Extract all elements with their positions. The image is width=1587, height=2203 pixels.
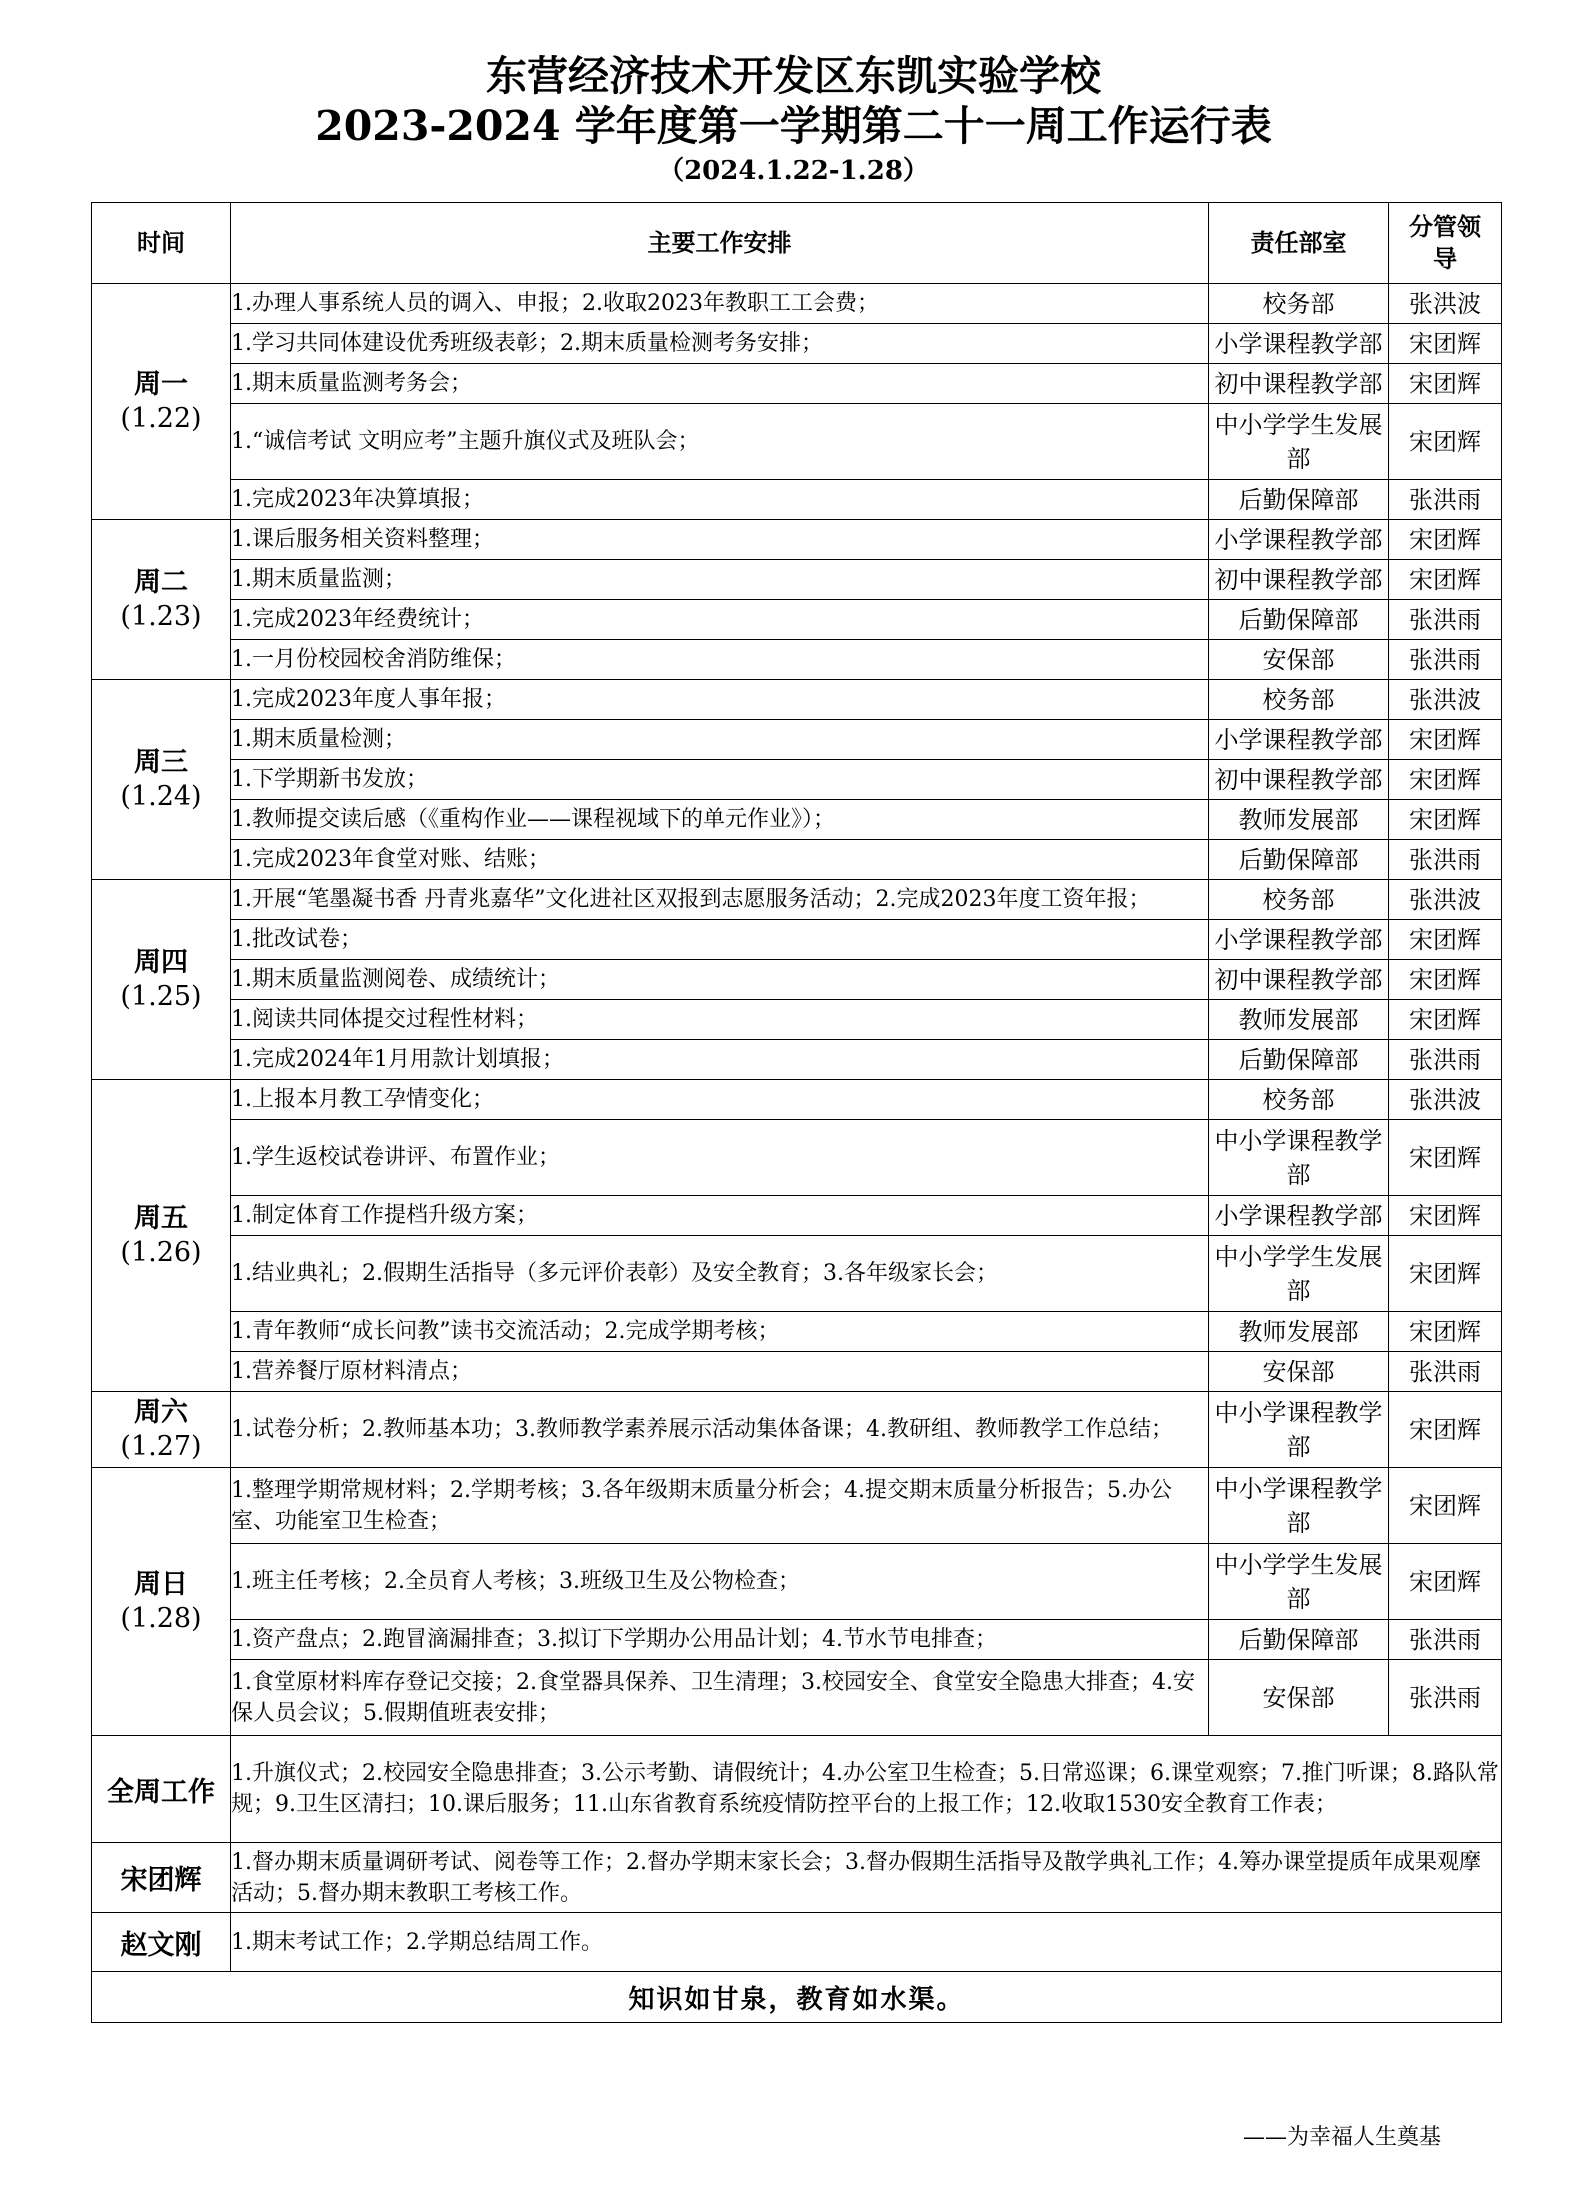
- leader-row: [92, 1843, 1502, 1913]
- leader-cell: 张洪雨: [1389, 1352, 1502, 1392]
- leader-name: 宋团辉: [92, 1843, 231, 1913]
- schedule-row: [92, 1392, 1502, 1468]
- department-cell: 教师发展部: [1209, 800, 1389, 840]
- schedule-row: [92, 880, 1502, 920]
- header-row: [92, 203, 1502, 284]
- department-cell: 后勤保障部: [1209, 600, 1389, 640]
- task-cell: 1.学生返校试卷讲评、布置作业；: [231, 1120, 1209, 1196]
- schedule-row: [92, 960, 1502, 1000]
- schedule-title: 2023-2024 学年度第一学期第二十一周工作运行表: [315, 102, 1272, 150]
- task-cell: 1.完成2023年决算填报；: [231, 480, 1209, 520]
- signature-slogan: ——为幸福人生奠基: [1242, 2125, 1441, 2150]
- leader-cell: 宋团辉: [1389, 364, 1502, 404]
- department-cell: 中小学学生发展部: [1209, 404, 1389, 480]
- day-label: 周日: [134, 1568, 188, 1600]
- schedule-row: [92, 520, 1502, 560]
- leader-cell: 宋团辉: [1389, 520, 1502, 560]
- department-cell: 小学课程教学部: [1209, 520, 1389, 560]
- task-cell: 1.期末质量检测；: [231, 720, 1209, 760]
- task-cell: 1.阅读共同体提交过程性材料；: [231, 1000, 1209, 1040]
- department-cell: 中小学课程教学部: [1209, 1392, 1389, 1468]
- task-cell: 1.下学期新书发放；: [231, 760, 1209, 800]
- leader-row: [92, 1913, 1502, 1972]
- leader-cell: 宋团辉: [1389, 1120, 1502, 1196]
- task-cell: 1.青年教师“成长问教”读书交流活动；2.完成学期考核；: [231, 1312, 1209, 1352]
- day-cell: [92, 1392, 231, 1468]
- department-cell: 初中课程教学部: [1209, 960, 1389, 1000]
- leader-cell: 宋团辉: [1389, 560, 1502, 600]
- task-cell: 1.营养餐厅原材料清点；: [231, 1352, 1209, 1392]
- schedule-row: [92, 640, 1502, 680]
- whole-week-row: [92, 1736, 1502, 1843]
- header-leader: 分管领导: [1389, 203, 1502, 284]
- task-cell: 1.食堂原材料库存登记交接；2.食堂器具保养、卫生清理；3.校园安全、食堂安全隐患大排查；4.安保人员会议；5.假期值班表安排；: [231, 1660, 1209, 1736]
- task-cell: 1.批改试卷；: [231, 920, 1209, 960]
- department-cell: 小学课程教学部: [1209, 1196, 1389, 1236]
- leader-cell: 张洪波: [1389, 680, 1502, 720]
- task-cell: 1.资产盘点；2.跑冒滴漏排查；3.拟订下学期办公用品计划；4.节水节电排查；: [231, 1620, 1209, 1660]
- task-cell: 1.制定体育工作提档升级方案；: [231, 1196, 1209, 1236]
- schedule-row: [92, 1080, 1502, 1120]
- department-cell: 安保部: [1209, 1352, 1389, 1392]
- day-cell: [92, 1080, 231, 1392]
- schedule-row: [92, 284, 1502, 324]
- schedule-row: [92, 1660, 1502, 1736]
- day-date: (1.25): [120, 980, 202, 1012]
- leader-cell: 宋团辉: [1389, 800, 1502, 840]
- task-cell: 1.一月份校园校舍消防维保；: [231, 640, 1209, 680]
- schedule-row: [92, 680, 1502, 720]
- department-cell: 中小学课程教学部: [1209, 1468, 1389, 1544]
- schedule-row: [92, 404, 1502, 480]
- leader-cell: 张洪雨: [1389, 480, 1502, 520]
- department-cell: 中小学学生发展部: [1209, 1544, 1389, 1620]
- leader-cell: 宋团辉: [1389, 1312, 1502, 1352]
- task-cell: 1.完成2024年1月用款计划填报；: [231, 1040, 1209, 1080]
- leader-cell: 张洪波: [1389, 880, 1502, 920]
- whole-week-tasks: 1.升旗仪式；2.校园安全隐患排查；3.公示考勤、请假统计；4.办公室卫生检查；5.日常巡课；6.课堂观察；7.推门听课；8.路队常规；9.卫生区清扫；10.课后服务；11.山东省教育系统疫情防控平台的上报工作；12.收取1530安全教育工作表；: [231, 1736, 1502, 1843]
- schedule-row: [92, 600, 1502, 640]
- task-cell: 1.教师提交读后感（《重构作业——课程视域下的单元作业》）；: [231, 800, 1209, 840]
- leader-tasks: 1.督办期末质量调研考试、阅卷等工作；2.督办学期末家长会；3.督办假期生活指导及散学典礼工作；4.筹办课堂提质年成果观摩活动；5.督办期末教职工考核工作。: [231, 1843, 1502, 1913]
- department-cell: 校务部: [1209, 284, 1389, 324]
- department-cell: 教师发展部: [1209, 1312, 1389, 1352]
- department-cell: 校务部: [1209, 880, 1389, 920]
- task-cell: 1.班主任考核；2.全员育人考核；3.班级卫生及公物检查；: [231, 1544, 1209, 1620]
- schedule-row: [92, 364, 1502, 404]
- day-date: (1.23): [120, 600, 202, 632]
- schedule-row: [92, 720, 1502, 760]
- schedule-row: [92, 1352, 1502, 1392]
- task-cell: 1.期末质量监测；: [231, 560, 1209, 600]
- leader-cell: 宋团辉: [1389, 760, 1502, 800]
- date-range: （2024.1.22-1.28）: [658, 156, 929, 186]
- department-cell: 教师发展部: [1209, 1000, 1389, 1040]
- motto: 知识如甘泉，教育如水渠。: [92, 1972, 1502, 2023]
- department-cell: 小学课程教学部: [1209, 920, 1389, 960]
- day-date: (1.24): [120, 780, 202, 812]
- task-cell: 1.期末质量监测考务会；: [231, 364, 1209, 404]
- schedule-row: [92, 1120, 1502, 1196]
- schedule-row: [92, 1544, 1502, 1620]
- leader-cell: 宋团辉: [1389, 960, 1502, 1000]
- whole-week-label: 全周工作: [92, 1736, 231, 1843]
- schedule-row: [92, 760, 1502, 800]
- department-cell: 校务部: [1209, 1080, 1389, 1120]
- leader-cell: 宋团辉: [1389, 720, 1502, 760]
- task-cell: 1.完成2023年度人事年报；: [231, 680, 1209, 720]
- schedule-row: [92, 324, 1502, 364]
- motto-row: [92, 1972, 1502, 2023]
- department-cell: 安保部: [1209, 1660, 1389, 1736]
- schedule-row: [92, 1196, 1502, 1236]
- task-cell: 1.期末质量监测阅卷、成绩统计；: [231, 960, 1209, 1000]
- leader-cell: 宋团辉: [1389, 920, 1502, 960]
- day-cell: [92, 680, 231, 880]
- department-cell: 校务部: [1209, 680, 1389, 720]
- department-cell: 初中课程教学部: [1209, 560, 1389, 600]
- leader-cell: 宋团辉: [1389, 1000, 1502, 1040]
- day-label: 周六: [134, 1396, 188, 1428]
- schedule-row: [92, 1620, 1502, 1660]
- schedule-row: [92, 840, 1502, 880]
- department-cell: 初中课程教学部: [1209, 364, 1389, 404]
- leader-cell: 张洪雨: [1389, 640, 1502, 680]
- leader-cell: 宋团辉: [1389, 324, 1502, 364]
- day-date: (1.28): [120, 1602, 202, 1634]
- task-cell: 1.试卷分析；2.教师基本功；3.教师教学素养展示活动集体备课；4.教研组、教师教学工作总结；: [231, 1392, 1209, 1468]
- day-label: 周五: [134, 1202, 188, 1234]
- day-date: (1.26): [120, 1236, 202, 1268]
- schedule-row: [92, 1040, 1502, 1080]
- schedule-row: [92, 1000, 1502, 1040]
- task-cell: 1.完成2023年经费统计；: [231, 600, 1209, 640]
- leader-cell: 宋团辉: [1389, 1544, 1502, 1620]
- task-cell: 1.“诚信考试 文明应考”主题升旗仪式及班队会；: [231, 404, 1209, 480]
- schedule-row: [92, 920, 1502, 960]
- task-cell: 1.学习共同体建设优秀班级表彰；2.期末质量检测考务安排；: [231, 324, 1209, 364]
- day-date: (1.27): [120, 1430, 202, 1462]
- leader-cell: 宋团辉: [1389, 1196, 1502, 1236]
- task-cell: 1.开展“笔墨凝书香 丹青兆嘉华”文化进社区双报到志愿服务活动；2.完成2023年度工资年报；: [231, 880, 1209, 920]
- leader-cell: 宋团辉: [1389, 1236, 1502, 1312]
- department-cell: 中小学学生发展部: [1209, 1236, 1389, 1312]
- leader-name: 赵文刚: [92, 1913, 231, 1972]
- schedule-row: [92, 480, 1502, 520]
- task-cell: 1.整理学期常规材料；2.学期考核；3.各年级期末质量分析会；4.提交期末质量分析报告；5.办公室、功能室卫生检查；: [231, 1468, 1209, 1544]
- day-cell: [92, 1468, 231, 1736]
- day-label: 周一: [134, 368, 188, 400]
- day-cell: [92, 284, 231, 520]
- task-cell: 1.课后服务相关资料整理；: [231, 520, 1209, 560]
- day-label: 周二: [134, 566, 188, 598]
- leader-cell: 宋团辉: [1389, 1468, 1502, 1544]
- department-cell: 后勤保障部: [1209, 1040, 1389, 1080]
- schedule-row: [92, 1236, 1502, 1312]
- department-cell: 小学课程教学部: [1209, 324, 1389, 364]
- leader-cell: 宋团辉: [1389, 1392, 1502, 1468]
- day-date: (1.22): [120, 402, 202, 434]
- schedule-table: [91, 202, 1502, 2023]
- task-cell: 1.结业典礼；2.假期生活指导（多元评价表彰）及安全教育；3.各年级家长会；: [231, 1236, 1209, 1312]
- school-title: 东营经济技术开发区东凯实验学校: [486, 52, 1101, 100]
- day-cell: [92, 520, 231, 680]
- leader-cell: 张洪雨: [1389, 1620, 1502, 1660]
- department-cell: 后勤保障部: [1209, 1620, 1389, 1660]
- day-label: 周三: [134, 746, 188, 778]
- department-cell: 中小学课程教学部: [1209, 1120, 1389, 1196]
- schedule-row: [92, 560, 1502, 600]
- department-cell: 安保部: [1209, 640, 1389, 680]
- leader-cell: 张洪雨: [1389, 1660, 1502, 1736]
- task-cell: 1.完成2023年食堂对账、结账；: [231, 840, 1209, 880]
- department-cell: 小学课程教学部: [1209, 720, 1389, 760]
- leader-tasks: 1.期末考试工作；2.学期总结周工作。: [231, 1913, 1502, 1972]
- department-cell: 初中课程教学部: [1209, 760, 1389, 800]
- leader-cell: 张洪波: [1389, 1080, 1502, 1120]
- task-cell: 1.上报本月教工孕情变化；: [231, 1080, 1209, 1120]
- department-cell: 后勤保障部: [1209, 840, 1389, 880]
- day-cell: [92, 880, 231, 1080]
- task-cell: 1.办理人事系统人员的调入、申报；2.收取2023年教职工工会费；: [231, 284, 1209, 324]
- header-department: 责任部室: [1209, 203, 1389, 284]
- leader-cell: 张洪波: [1389, 284, 1502, 324]
- schedule-body: [92, 284, 1502, 1736]
- schedule-row: [92, 1312, 1502, 1352]
- leader-cell: 张洪雨: [1389, 600, 1502, 640]
- leader-cell: 张洪雨: [1389, 1040, 1502, 1080]
- leader-cell: 宋团辉: [1389, 404, 1502, 480]
- schedule-row: [92, 1468, 1502, 1544]
- header-main-work: 主要工作安排: [231, 203, 1209, 284]
- leader-cell: 张洪雨: [1389, 840, 1502, 880]
- schedule-row: [92, 800, 1502, 840]
- day-label: 周四: [134, 946, 188, 978]
- header-time: 时间: [92, 203, 231, 284]
- department-cell: 后勤保障部: [1209, 480, 1389, 520]
